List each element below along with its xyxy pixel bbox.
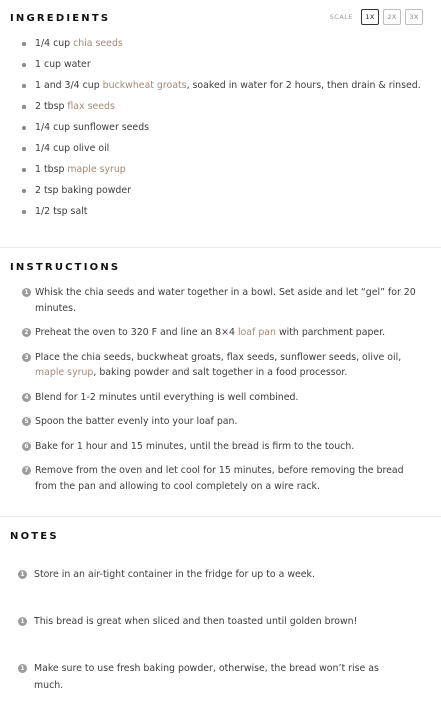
bullet-icon (22, 84, 26, 88)
step-number-icon: 5 (22, 417, 31, 426)
bullet-icon (22, 147, 26, 151)
bullet-icon (22, 168, 26, 172)
note-item: 1 This bread is great when sliced and then toasted until golden brown! (18, 613, 420, 630)
ingredient-item: 1/2 tsp salt (22, 204, 422, 219)
note-item: 1 Store in an air-tight container in the fridge for up to a week. (18, 566, 420, 583)
note-number-icon: 1 (18, 617, 27, 626)
instruction-step: 5 Spoon the batter evenly into your loaf pan. (22, 414, 420, 430)
ingredient-item: 1/4 cup sunflower seeds (22, 120, 422, 135)
bullet-icon (22, 189, 26, 193)
note-number-icon: 1 (18, 664, 27, 673)
ingredient-list (22, 36, 422, 225)
bullet-icon (22, 210, 26, 214)
ingredient-item: 1 tbsp maple syrup (22, 162, 422, 177)
step-number-icon: 3 (22, 353, 31, 362)
ingredient-item: 2 tsp baking powder (22, 183, 422, 198)
bullet-icon (22, 105, 26, 109)
ingredient-link-maple-syrup[interactable]: maple syrup (67, 164, 126, 175)
scale-label: SCALE (329, 12, 353, 21)
instruction-link-maple-syrup[interactable]: maple syrup (35, 367, 94, 378)
instruction-list (22, 285, 420, 503)
step-number-icon: 4 (22, 393, 31, 402)
note-number-icon: 1 (18, 570, 27, 579)
ingredient-link-flax-seeds[interactable]: flax seeds (67, 101, 115, 112)
section-divider (0, 516, 441, 517)
instruction-step: 3 Place the chia seeds, buckwheat groats, flax seeds, sunflower seeds, olive oil, maple syrup, baking powder and salt together in a food processor. (22, 350, 420, 381)
ingredient-item: 1 and 3/4 cup buckwheat groats, soaked in water for 2 hours, then drain & rinsed. (22, 78, 422, 93)
ingredient-item: 1 cup water (22, 57, 422, 72)
ingredient-item: 1/4 cup olive oil (22, 141, 422, 156)
ingredient-link-chia-seeds[interactable]: chia seeds (73, 38, 123, 49)
instruction-step: 2 Preheat the oven to 320 F and line an 8×4 loaf pan with parchment paper. (22, 325, 420, 341)
instruction-link-loaf-pan[interactable]: loaf pan (237, 327, 276, 338)
scale-selector (330, 9, 423, 25)
step-number-icon: 1 (22, 288, 31, 297)
step-number-icon: 6 (22, 442, 31, 451)
ingredient-item: 1/4 cup chia seeds (22, 36, 422, 51)
note-item: 1 Make sure to use fresh baking powder, otherwise, the bread won’t rise as much. (18, 660, 398, 694)
scale-2x-button[interactable]: 2X (383, 9, 401, 25)
instruction-step: 7 Remove from the oven and let cool for 15 minutes, before removing the bread from the pan and allowing to cool completely on a wire rack. (22, 463, 420, 494)
bullet-icon (22, 42, 26, 46)
instruction-step: 4 Blend for 1-2 minutes until everything is well combined. (22, 390, 420, 406)
ingredient-link-buckwheat-groats[interactable]: buckwheat groats (102, 80, 187, 91)
instructions-heading: INSTRUCTIONS (10, 262, 121, 273)
section-divider (0, 247, 441, 248)
instruction-step: 6 Bake for 1 hour and 15 minutes, until the bread is firm to the touch. (22, 439, 420, 455)
bullet-icon (22, 126, 26, 130)
step-number-icon: 7 (22, 466, 31, 475)
ingredient-item: 2 tbsp flax seeds (22, 99, 422, 114)
step-number-icon: 2 (22, 328, 31, 337)
scale-1x-button[interactable]: 1X (361, 9, 379, 25)
instruction-step: 1 Whisk the chia seeds and water together in a bowl. Set aside and let “gel” for 20 minutes. (22, 285, 420, 316)
bullet-icon (22, 63, 26, 67)
ingredients-heading: INGREDIENTS (10, 13, 111, 24)
notes-heading: NOTES (10, 531, 59, 542)
scale-3x-button[interactable]: 3X (405, 9, 423, 25)
